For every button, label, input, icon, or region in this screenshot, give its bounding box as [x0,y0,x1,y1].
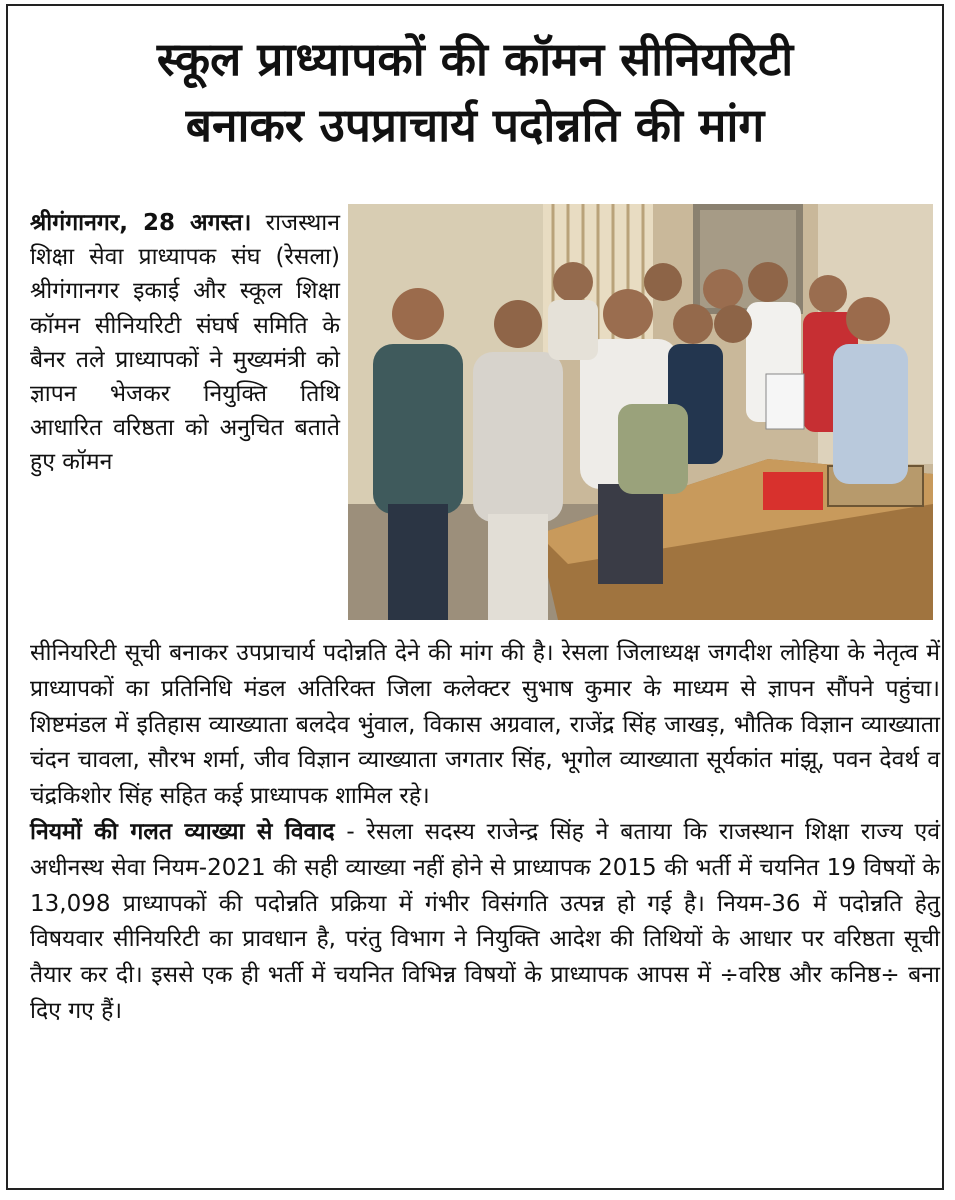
headline [8,26,942,158]
subheading: नियमों की गलत व्याख्या से विवाद [30,818,335,845]
headline-line-1: स्कूल प्राध्यापकों की कॉमन सीनियरिटी [156,32,794,86]
headline-line-2: बनाकर उपप्राचार्य पदोन्नति की मांग [185,98,765,152]
article-body [30,636,940,1030]
lead-text: राजस्थान शिक्षा सेवा प्राध्यापक संघ (रेसला) श्रीगंगानगर इकाई और स्कूल शिक्षा कॉमन सीनियरिटी संघर्ष समिति के बैनर तले प्राध्यापकों ने मुख्यमंत्री को ज्ञापन भेजकर नियुक्ति तिथि आधारित वरिष्ठता को अनुचित बताते हुए कॉमन [30,210,340,476]
news-clipping [6,4,944,1190]
body-paragraph-1: सीनियरिटी सूची बनाकर उपप्राचार्य पदोन्नति देने की मांग की है। रेसला जिलाध्यक्ष जगदीश लोहिया के नेतृत्व में प्राध्यापकों का प्रतिनिधि मंडल अतिरिक्त जिला कलेक्टर सुभाष कुमार के माध्यम से ज्ञापन सौंपने पहुंचा। शिष्टमंडल में इतिहास व्याख्याता बलदेव भुंवाल, विकास अग्रवाल, राजेंद्र सिंह जाखड़, भौतिक विज्ञान व्याख्याता चंदन चावला, सौरभ शर्मा, जीव विज्ञान व्याख्याता जगतार सिंह, भूगोल व्याख्याता सूर्यकांत मांझू, पवन देवर्थ व चंद्रकिशोर सिंह सहित कई प्राध्यापक शामिल रहे। [30,640,940,810]
body-paragraph-2-text: - रेसला सदस्य राजेन्द्र सिंह ने बताया कि राजस्थान शिक्षा राज्य एवं अधीनस्थ सेवा नियम-2021 की सही व्याख्या नहीं होने से प्राध्यापक 2015 की भर्ती में चयनित 19 विषयों के 13,098 प्राध्यापकों की पदोन्नति प्रक्रिया में गंभीर विसंगति उत्पन्न हो गई है। नियम-36 में पदोन्नति हेतु विषयवार सीनियरिटी का प्रावधान है, परंतु विभाग ने नियुक्ति आदेश की तिथियों के आधार पर वरिष्ठता सूची तैयार कर दी। इससे एक ही भर्ती में चयनित विभिन्न विषयों के प्राध्यापक आपस में ÷वरिष्ठ और कनिष्ठ÷ बना दिए गए हैं। [30,818,941,1024]
body-paragraph-2 [30,815,940,1030]
news-photo [348,204,933,620]
lead-paragraph [30,206,340,480]
dateline: श्रीगंगानगर, 28 अगस्त। [30,210,252,236]
group-photo-illustration [348,204,933,620]
